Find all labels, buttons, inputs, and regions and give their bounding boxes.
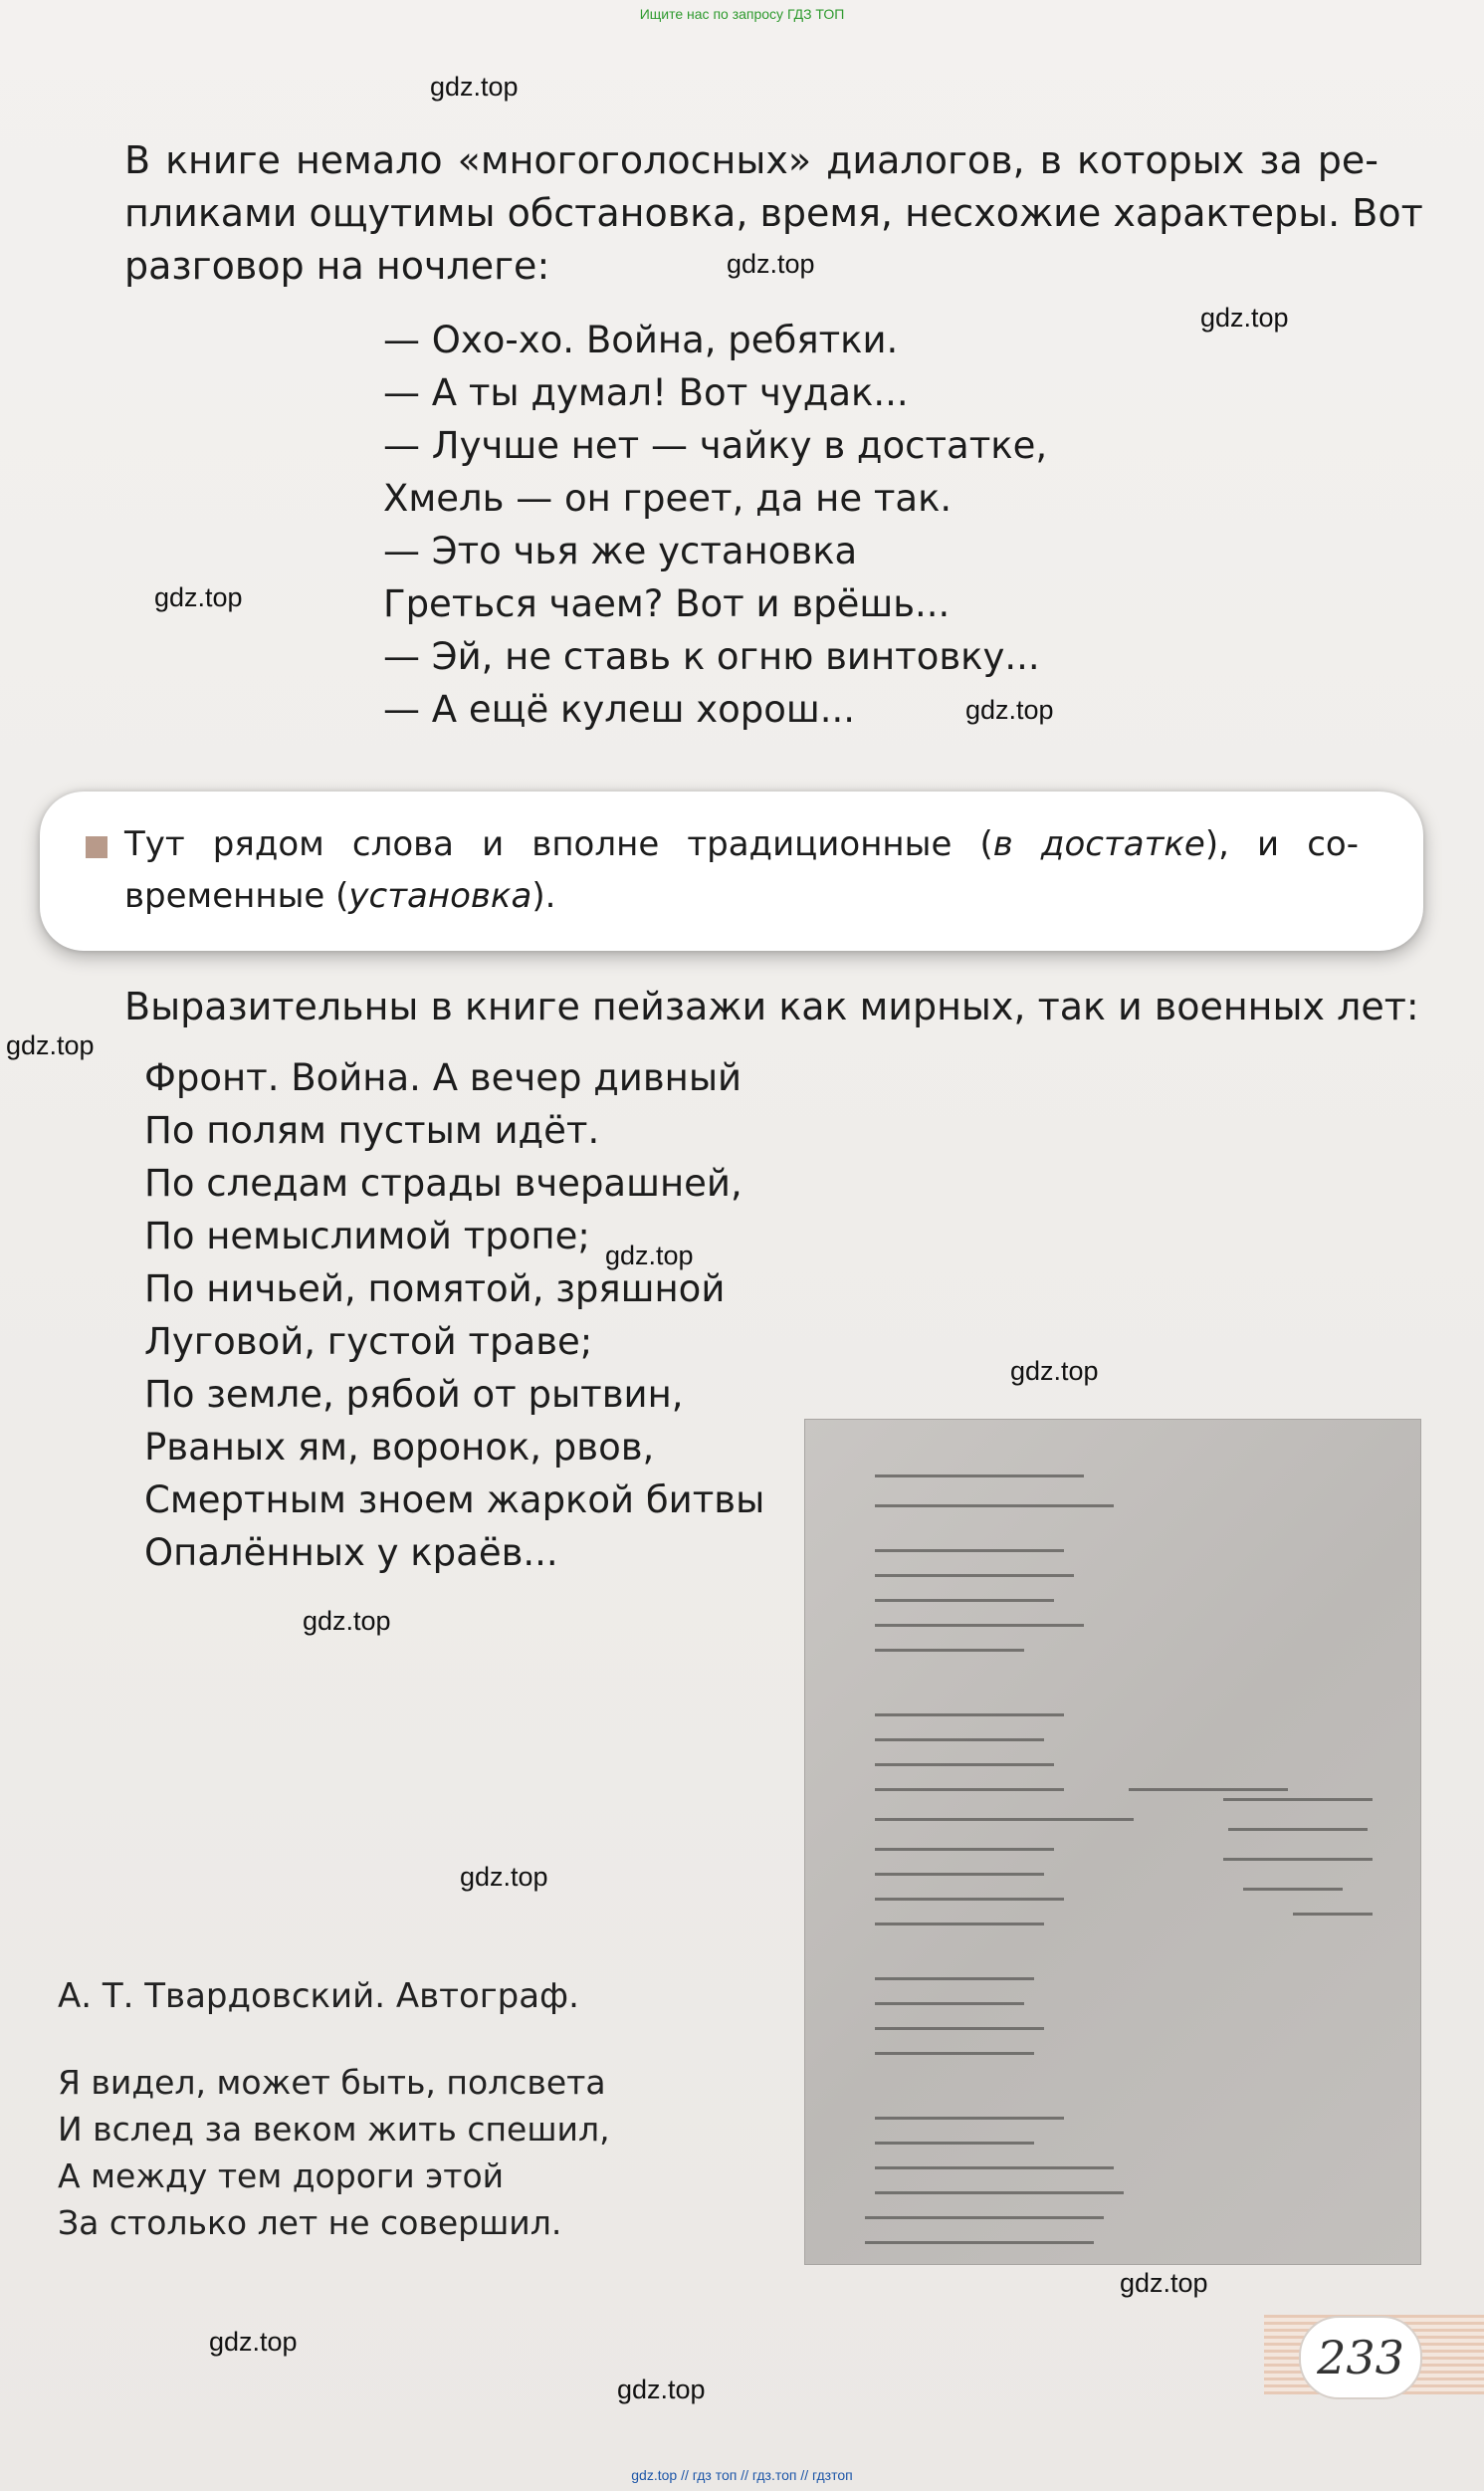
watermark: gdz.top xyxy=(303,1606,391,1636)
watermark: gdz.top xyxy=(460,1862,548,1892)
dialogue-verse xyxy=(383,314,1047,736)
manuscript-line xyxy=(875,1549,1064,1552)
manuscript-line xyxy=(875,1923,1044,1925)
top-banner-text[interactable]: Ищите нас по запросу ГДЗ ТОП xyxy=(639,6,845,22)
note-text: Тут рядом слова и вполне традиционные ( xyxy=(124,824,993,864)
note-line xyxy=(124,870,1359,922)
verse-line: — Лучше нет — чайку в достатке, xyxy=(383,424,1048,467)
watermark: gdz.top xyxy=(1010,1356,1099,1386)
landscape-intro xyxy=(124,981,1419,1033)
manuscript-line xyxy=(875,1649,1024,1652)
manuscript-line xyxy=(875,2191,1124,2194)
note-text: временные ( xyxy=(124,876,349,916)
watermark: gdz.top xyxy=(605,1241,694,1270)
manuscript-line xyxy=(875,2166,1114,2169)
landscape-verse xyxy=(144,1051,764,1579)
intro-paragraph xyxy=(124,134,1423,293)
verse-line: По ничьей, помятой, зряшной xyxy=(144,1267,726,1310)
manuscript-line xyxy=(875,1599,1054,1602)
watermark: gdz.top xyxy=(1200,303,1289,333)
manuscript-line xyxy=(875,1818,1134,1821)
intro-line: В книге немало «многоголосных» диалогов, в которых за ре- xyxy=(124,138,1378,182)
manuscript-line xyxy=(875,1474,1084,1477)
verse-line: Луговой, густой траве; xyxy=(144,1320,593,1363)
manuscript-line xyxy=(875,2142,1034,2145)
manuscript-line xyxy=(875,1504,1114,1507)
watermark: gdz.top xyxy=(6,1030,95,1060)
verse-line: Греться чаем? Вот и врёшь... xyxy=(383,582,951,625)
watermark: gdz.top xyxy=(617,2375,706,2404)
page-number: 233 xyxy=(1299,2316,1422,2399)
manuscript-line xyxy=(1228,1828,1368,1831)
verse-line: По полям пустым идёт. xyxy=(144,1109,600,1152)
watermark: gdz.top xyxy=(965,695,1054,725)
manuscript-line xyxy=(875,1873,1044,1876)
manuscript-line xyxy=(875,1977,1034,1980)
manuscript-line xyxy=(1223,1798,1373,1801)
verse-line: — Это чья же установка xyxy=(383,530,858,572)
verse-line: Смертным зноем жаркой битвы xyxy=(144,1478,765,1521)
verse-line: Фронт. Война. А вечер дивный xyxy=(144,1056,742,1099)
verse-line: За столько лет не совершил. xyxy=(58,2203,562,2242)
manuscript-line xyxy=(875,2117,1064,2120)
verse-line: А между тем дороги этой xyxy=(58,2156,505,2195)
watermark: gdz.top xyxy=(727,249,815,279)
verse-line: Я видел, может быть, полсвета xyxy=(58,2063,606,2102)
manuscript-line xyxy=(875,1624,1084,1627)
manuscript-line xyxy=(875,1898,1064,1901)
manuscript-line xyxy=(1243,1888,1343,1891)
verse-line: — А ещё кулеш хорош... xyxy=(383,688,856,731)
square-bullet-icon xyxy=(86,836,107,858)
verse-line: Опалённых у краёв... xyxy=(144,1531,558,1574)
watermark: gdz.top xyxy=(209,2327,298,2357)
manuscript-line xyxy=(875,1574,1074,1577)
verse-line: — А ты думал! Вот чудак... xyxy=(383,371,909,414)
verse-line: По немыслимой тропе; xyxy=(144,1215,590,1257)
note-italic-term: установка xyxy=(348,876,532,916)
autograph-image xyxy=(804,1419,1421,2265)
autograph-caption: А. Т. Твардовский. Автограф. xyxy=(58,1976,579,2016)
manuscript-line xyxy=(875,1738,1044,1741)
intro-line: пликами ощутимы обстановка, время, несхожие характеры. Вот xyxy=(124,191,1423,235)
note-text: ), и со- xyxy=(1204,824,1359,864)
verse-line: По земле, рябой от рытвин, xyxy=(144,1373,684,1416)
verse-line: По следам страды вчерашней, xyxy=(144,1162,742,1205)
bottom-banner-text[interactable]: gdz.top // гдз топ // гдз.топ // гдзтоп xyxy=(631,2467,853,2483)
manuscript-line xyxy=(1223,1858,1373,1861)
note-italic-term: в достатке xyxy=(992,824,1205,864)
watermark: gdz.top xyxy=(430,72,519,102)
manuscript-line xyxy=(875,2027,1044,2030)
manuscript-line xyxy=(875,1713,1064,1716)
manuscript-line xyxy=(875,2052,1034,2055)
manuscript-line xyxy=(875,1763,1054,1766)
manuscript-line xyxy=(875,2002,1024,2005)
manuscript-line xyxy=(875,1788,1064,1791)
note-callout-text xyxy=(124,818,1359,922)
manuscript-line xyxy=(1129,1788,1288,1791)
manuscript-line xyxy=(875,1848,1054,1851)
verse-line: — Эй, не ставь к огню винтовку... xyxy=(383,635,1040,678)
autograph-verse xyxy=(58,2059,610,2246)
intro-line: разговор на ночлеге: xyxy=(124,244,550,288)
watermark: gdz.top xyxy=(154,582,243,612)
manuscript-line xyxy=(865,2216,1104,2219)
verse-line: Рваных ям, воронок, рвов, xyxy=(144,1426,655,1469)
note-text: ). xyxy=(531,876,556,916)
verse-line: Хмель — он греет, да не так. xyxy=(383,477,953,520)
verse-line: — Охо-хо. Война, ребятки. xyxy=(383,319,899,361)
verse-line: И вслед за веком жить спешил, xyxy=(58,2110,610,2149)
manuscript-line xyxy=(865,2241,1094,2244)
watermark: gdz.top xyxy=(1120,2268,1208,2298)
manuscript-line xyxy=(1293,1913,1373,1916)
landscape-intro-line: Выразительны в книге пейзажи как мирных, так и военных лет: xyxy=(124,985,1419,1028)
note-line xyxy=(124,818,1359,870)
